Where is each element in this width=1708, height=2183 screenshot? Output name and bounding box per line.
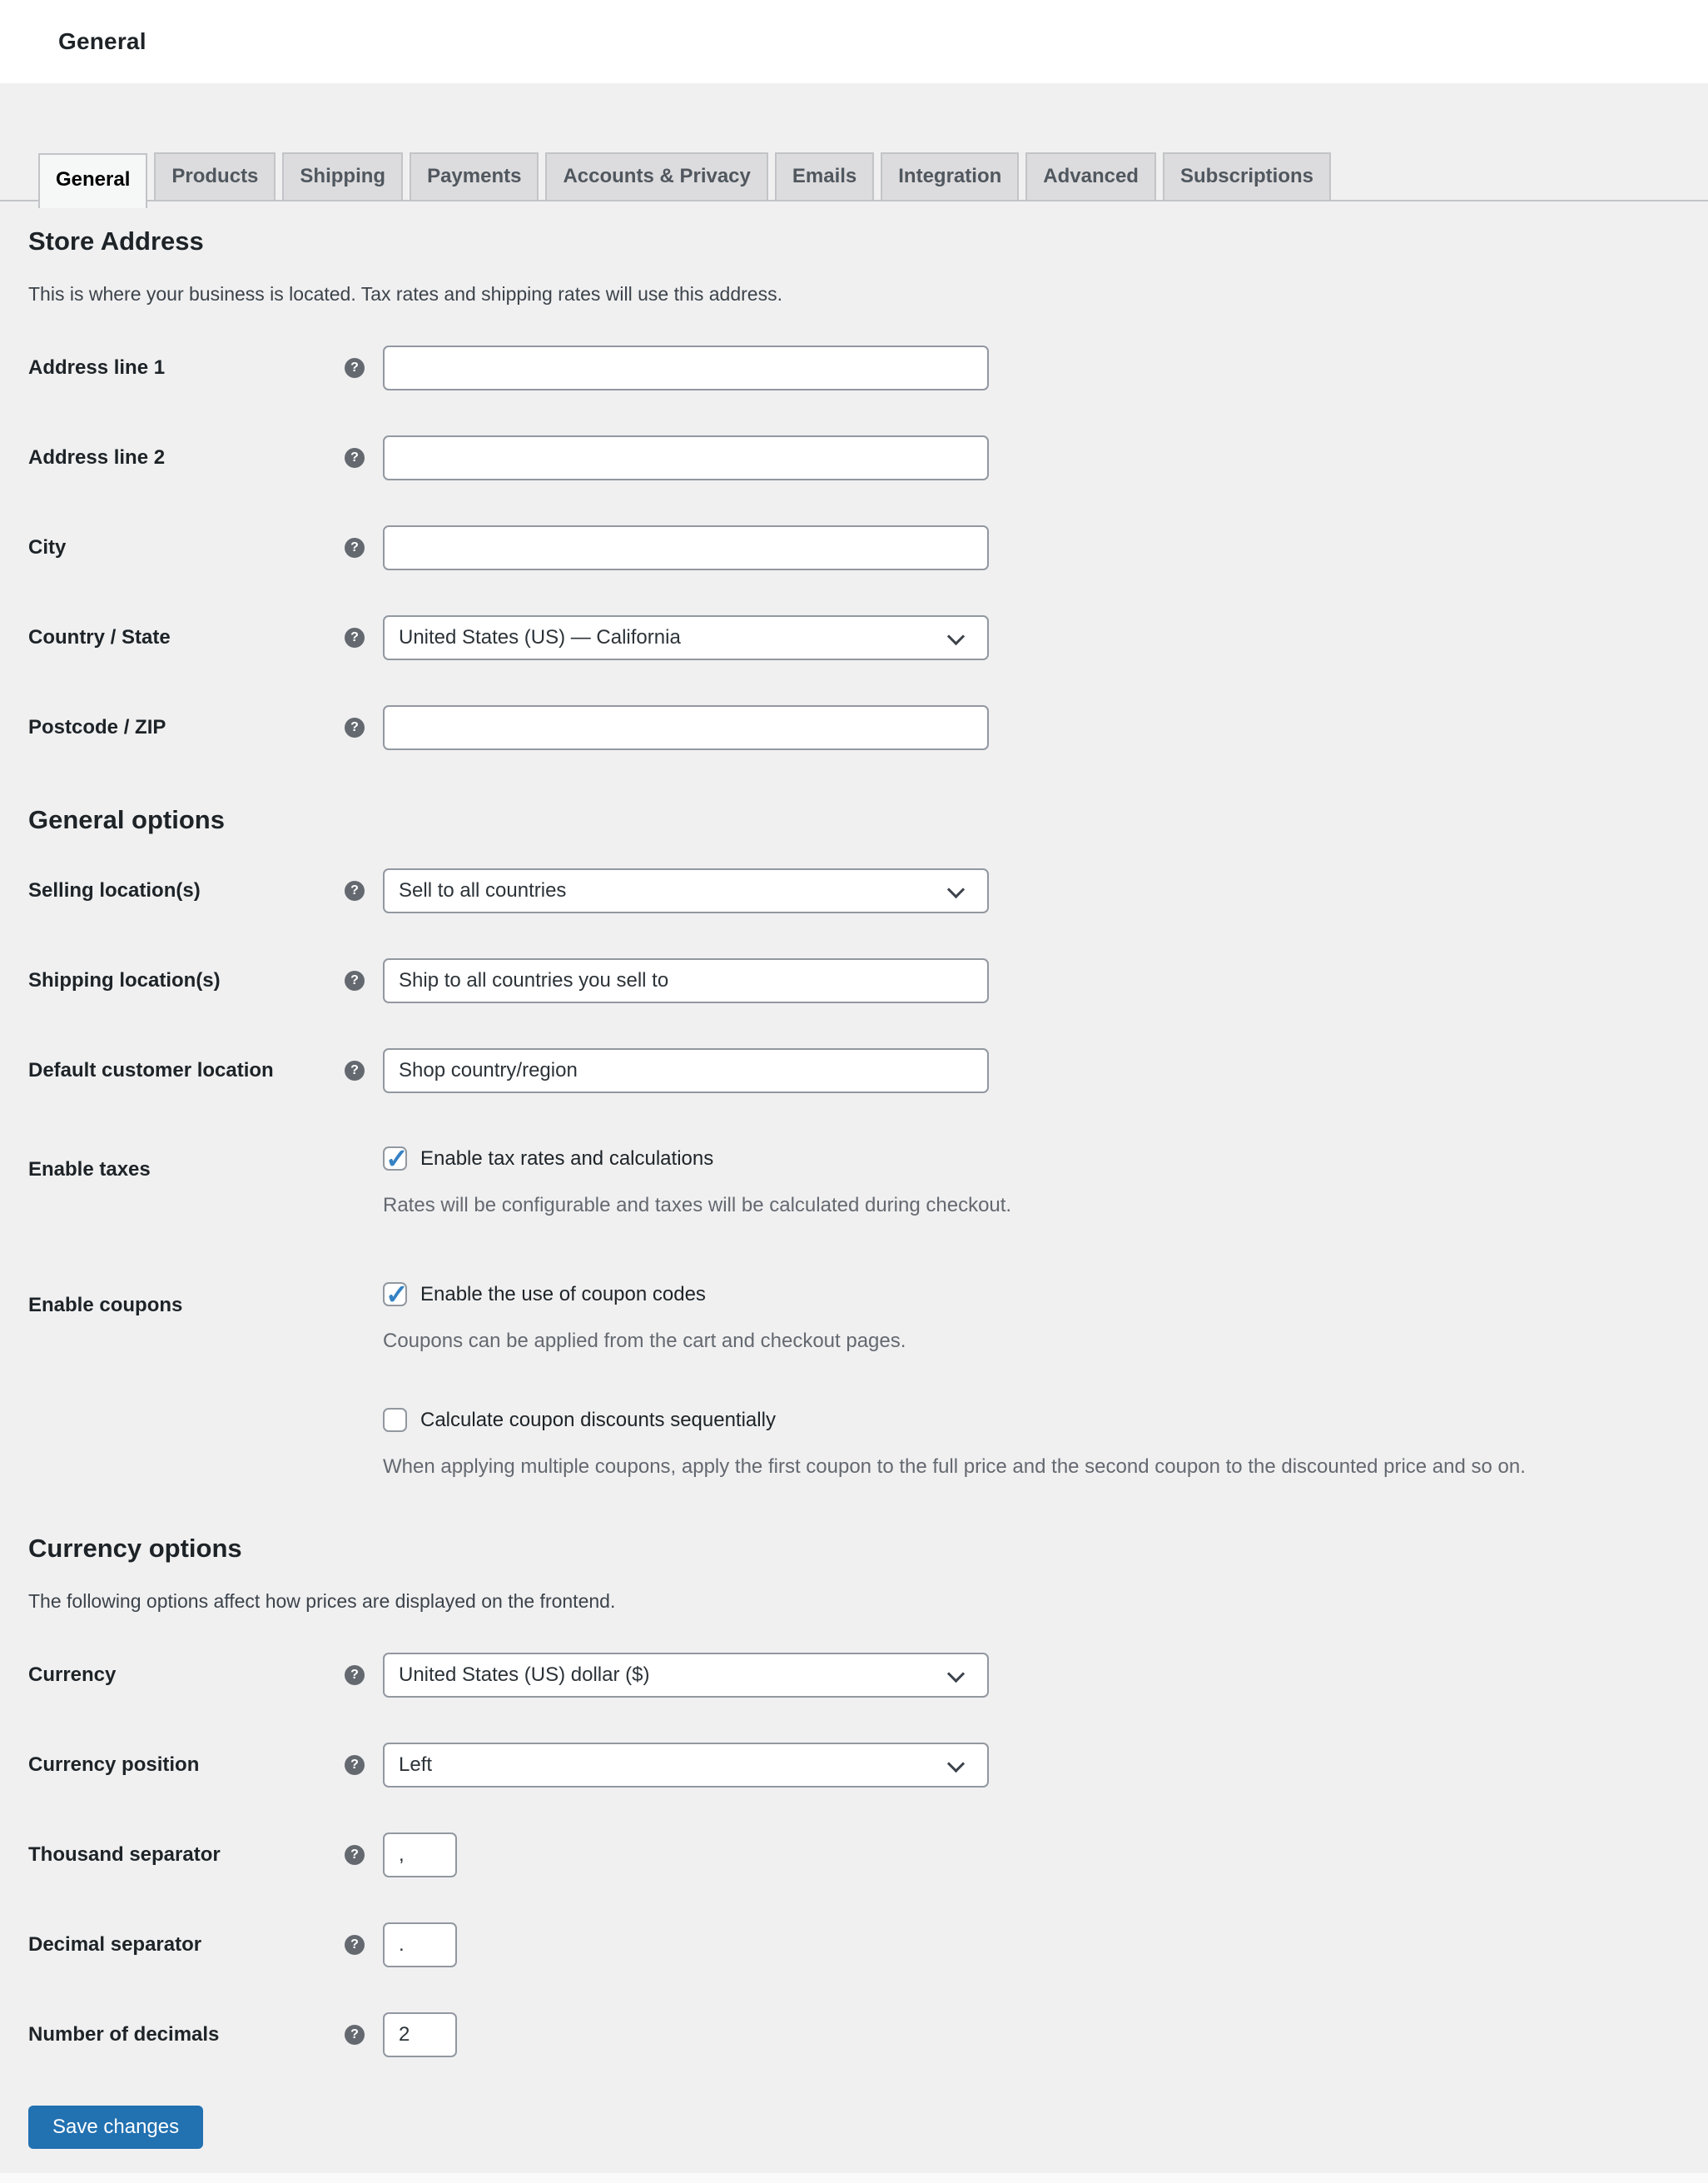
enable-coupons-checkbox-label[interactable]: Enable the use of coupon codes [420, 1282, 706, 1305]
default-customer-location-select[interactable] [383, 1048, 989, 1093]
city-input[interactable] [383, 525, 989, 570]
tab-accounts-privacy[interactable]: Accounts & Privacy [545, 152, 767, 200]
tab-integration[interactable]: Integration [881, 152, 1019, 200]
help-icon[interactable]: ? [345, 881, 365, 901]
row-country-state [28, 615, 1680, 660]
tab-products[interactable]: Products [154, 152, 276, 200]
country-state-label: Country / State [28, 626, 171, 649]
row-default-customer-location [28, 1048, 1680, 1093]
sequential-coupons-checkbox[interactable] [383, 1408, 407, 1432]
help-icon[interactable]: ? [345, 1061, 365, 1081]
section-title-general-options: General options [28, 805, 225, 834]
enable-taxes-label: Enable taxes [28, 1158, 151, 1181]
decimal-separator-label: Decimal separator [28, 1933, 202, 1956]
row-postcode [28, 705, 1680, 750]
number-of-decimals-label: Number of decimals [28, 2023, 220, 2046]
row-decimal-separator [28, 1922, 1680, 1967]
chevron-down-icon [947, 1755, 965, 1773]
country-state-select[interactable] [383, 615, 989, 660]
address-line-1-input[interactable] [383, 346, 989, 390]
sequential-coupons-description: When applying multiple coupons, apply the first coupon to the full price and the second coupon to the discounted price and so on. [383, 1455, 1526, 1478]
enable-taxes-checkbox[interactable] [383, 1146, 407, 1171]
selling-location-label: Selling location(s) [28, 879, 201, 902]
page-header [0, 0, 1708, 83]
row-shipping-location [28, 958, 1680, 1003]
currency-position-selected-value: Left [399, 1753, 433, 1776]
section-title-store-address: Store Address [28, 226, 204, 256]
section-title-currency-options: Currency options [28, 1534, 242, 1563]
row-city [28, 525, 1680, 570]
help-icon[interactable]: ? [345, 2025, 365, 2045]
currency-selected-value: United States (US) dollar ($) [399, 1663, 650, 1686]
row-thousand-separator [28, 1832, 1680, 1877]
bottom-strip [0, 2173, 1708, 2183]
currency-position-select[interactable] [383, 1743, 989, 1788]
currency-label: Currency [28, 1663, 117, 1686]
sequential-coupons-checkbox-label[interactable]: Calculate coupon discounts sequentially [420, 1408, 776, 1431]
thousand-separator-input[interactable] [383, 1832, 457, 1877]
help-icon[interactable]: ? [345, 1665, 365, 1685]
postcode-label: Postcode / ZIP [28, 716, 166, 738]
tab-advanced[interactable]: Advanced [1025, 152, 1156, 200]
default-customer-location-selected-value: Shop country/region [399, 1059, 578, 1082]
selling-location-select[interactable] [383, 868, 989, 913]
page-title: General [58, 28, 146, 54]
shipping-location-select[interactable] [383, 958, 989, 1003]
chevron-down-icon [947, 881, 965, 898]
help-icon[interactable]: ? [345, 538, 365, 558]
shipping-location-selected-value: Ship to all countries you sell to [399, 969, 669, 992]
row-currency-position [28, 1743, 1680, 1788]
tab-payments[interactable]: Payments [410, 152, 539, 200]
enable-taxes-checkbox-label[interactable]: Enable tax rates and calculations [420, 1146, 714, 1170]
help-icon[interactable]: ? [345, 971, 365, 991]
enable-coupons-checkbox[interactable] [383, 1282, 407, 1306]
row-address-line-2 [28, 435, 1680, 480]
help-icon[interactable]: ? [345, 1755, 365, 1775]
help-icon[interactable]: ? [345, 1935, 365, 1955]
decimal-separator-input[interactable] [383, 1922, 457, 1967]
settings-content [0, 226, 1708, 2149]
enable-coupons-label: Enable coupons [28, 1294, 183, 1316]
tab-general[interactable]: General [38, 153, 147, 208]
enable-taxes-description: Rates will be configurable and taxes will be calculated during checkout. [383, 1194, 1012, 1216]
default-customer-location-label: Default customer location [28, 1059, 274, 1082]
chevron-down-icon [947, 628, 965, 645]
city-label: City [28, 536, 67, 559]
row-number-of-decimals [28, 2012, 1680, 2057]
row-enable-taxes [28, 1146, 1680, 1217]
tab-shipping[interactable]: Shipping [282, 152, 403, 200]
row-address-line-1 [28, 346, 1680, 390]
address-line-2-label: Address line 2 [28, 446, 166, 469]
help-icon[interactable]: ? [345, 718, 365, 738]
store-address-description: This is where your business is located. Tax rates and shipping rates will use this address. [28, 283, 782, 305]
address-line-2-input[interactable] [383, 435, 989, 480]
row-currency [28, 1653, 1680, 1698]
help-icon[interactable]: ? [345, 1845, 365, 1865]
tab-emails[interactable]: Emails [775, 152, 874, 200]
save-changes-button[interactable]: Save changes [28, 2106, 203, 2149]
chevron-down-icon [947, 1665, 965, 1683]
help-icon[interactable]: ? [345, 358, 365, 378]
help-icon[interactable]: ? [345, 448, 365, 468]
shipping-location-label: Shipping location(s) [28, 969, 221, 992]
enable-coupons-description: Coupons can be applied from the cart and checkout pages. [383, 1330, 906, 1352]
country-state-selected-value: United States (US) — California [399, 626, 681, 649]
postcode-input[interactable] [383, 705, 989, 750]
help-icon[interactable]: ? [345, 628, 365, 648]
address-line-1-label: Address line 1 [28, 356, 166, 379]
row-enable-coupons [28, 1282, 1680, 1479]
row-selling-location [28, 868, 1680, 913]
tab-subscriptions[interactable]: Subscriptions [1163, 152, 1331, 200]
settings-tab-bar [0, 83, 1708, 201]
currency-select[interactable] [383, 1653, 989, 1698]
number-of-decimals-input[interactable] [383, 2012, 457, 2057]
thousand-separator-label: Thousand separator [28, 1843, 221, 1866]
currency-position-label: Currency position [28, 1753, 200, 1776]
selling-location-selected-value: Sell to all countries [399, 879, 567, 902]
currency-options-description: The following options affect how prices are displayed on the frontend. [28, 1590, 616, 1612]
